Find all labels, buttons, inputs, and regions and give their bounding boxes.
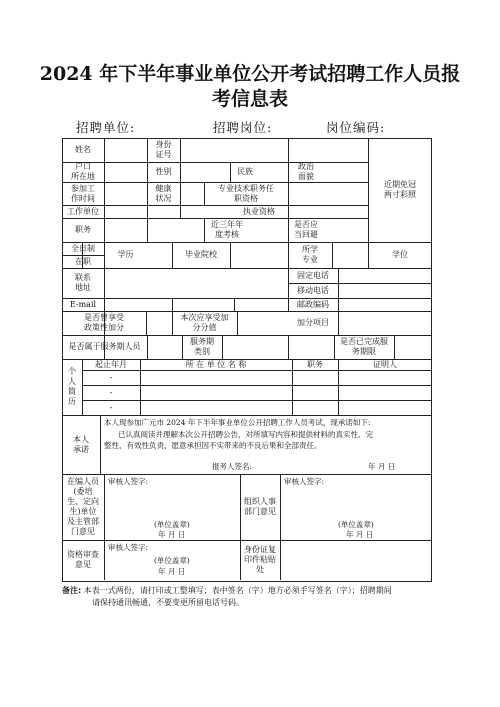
label-major: 所学 专业 xyxy=(302,245,318,264)
label-avoidance: 是否应 当回避 xyxy=(294,220,318,239)
label-bonus-item: 加分项目 xyxy=(297,318,329,327)
resume-row-dash: - xyxy=(109,372,113,382)
col-line xyxy=(104,474,105,580)
label-political-status: 政治 面貌 xyxy=(298,162,314,181)
pledge-line-1: 本人现参加广元市 2024 年下半年事业单位公开招聘工作人员考试，现承诺如下: xyxy=(104,418,371,427)
date-2: 年 月 日 xyxy=(346,530,374,539)
label-id-copy: 身份证复 印件粘贴 处 xyxy=(244,545,276,574)
title-line-1: 2024 年下半年事业单位公开考试招聘工作人员报 xyxy=(39,63,461,85)
reviewer-sign-2: 审核人签字: xyxy=(284,477,325,486)
col-line xyxy=(146,311,147,335)
row-line xyxy=(62,298,432,299)
col-line xyxy=(394,335,395,359)
label-education: 学历 xyxy=(117,250,134,259)
label-school: 毕业院校 xyxy=(185,250,217,259)
label-policy-bonus: 是否曾享受 政策性加分 xyxy=(84,313,124,332)
label-position: 职务 xyxy=(75,225,91,234)
col-line xyxy=(237,311,238,335)
registration-form-table xyxy=(62,138,432,582)
resume-row-dash: - xyxy=(109,402,113,412)
col-line xyxy=(332,242,333,268)
label-service-type: 服务期 类别 xyxy=(190,337,214,356)
label-bonus-value: 本次应享受加 分分值 xyxy=(180,313,229,332)
label-post-code: 岗位编码: xyxy=(326,120,386,135)
label-mobile: 移动电话 xyxy=(297,285,329,295)
label-gender: 性别 xyxy=(155,167,172,176)
label-service-period-member: 是否属于服务期人员 xyxy=(68,342,141,351)
label-unit-opinion: 在编人员 (委培 生、定向 生)单位 及主管部 门意见 xyxy=(67,477,99,536)
label-zipcode: 邮政编码 xyxy=(297,299,329,309)
label-hukou: 户口 所在地 xyxy=(71,162,95,181)
date-1: 年 月 日 xyxy=(158,530,186,539)
resume-header-period: 起止年月 xyxy=(95,359,127,369)
note-line-2: 请保持通讯畅通，不要变更所留电话号码。 xyxy=(92,598,244,607)
col-line xyxy=(100,415,101,474)
resume-header-unit: 所 在 单 位 名 称 xyxy=(185,359,247,369)
reviewer-sign-3: 审核人签字: xyxy=(108,543,149,552)
resume-header-duty: 职务 xyxy=(307,359,323,369)
row-line xyxy=(62,415,432,416)
col-line xyxy=(147,335,148,359)
col-line xyxy=(180,138,181,218)
col-line xyxy=(230,242,231,268)
title-line-2: 考信息表 xyxy=(211,88,288,110)
label-work-unit: 工作单位 xyxy=(67,206,99,216)
col-line xyxy=(222,335,223,359)
label-practice-qualification: 执业资格 xyxy=(243,206,275,216)
resume-row-dash: - xyxy=(109,387,113,397)
pledge-line-2: 已认真阅读并理解本次公开招聘公告，对所填写内容和提供材料的真实性、完 xyxy=(118,430,373,439)
seal-2: (单位盖章) xyxy=(338,520,374,529)
label-fulltime: 全日制 xyxy=(71,243,95,253)
col-line xyxy=(288,335,289,359)
label-landline: 固定电话 xyxy=(297,270,329,280)
resume-header-witness: 证明人 xyxy=(373,359,397,369)
pledge-signer: 报考人签名: xyxy=(212,462,253,471)
label-recruit-post: 招聘岗位: xyxy=(213,120,273,135)
label-pledge: 本人 承诺 xyxy=(73,434,89,454)
note-label: 备注: xyxy=(62,586,82,595)
label-service-completed: 是否已完成服 务期限 xyxy=(340,337,388,356)
label-health: 健康 状况 xyxy=(155,183,172,203)
seal-3: (单位盖章) xyxy=(154,556,190,565)
label-name: 姓名 xyxy=(75,145,91,154)
pledge-line-3: 整性、有效性负责，愿意承担因不实带来的不良后果和全部责任。 xyxy=(104,441,322,450)
label-email: E-mail xyxy=(69,299,97,309)
col-line xyxy=(338,311,339,335)
col-line xyxy=(280,474,281,580)
label-address: 联系 地址 xyxy=(75,273,91,292)
label-title-qualification: 专业技术职务任 职资格 xyxy=(218,183,274,203)
photo-box: 近期免冠 两寸彩照 xyxy=(384,180,416,199)
row-line xyxy=(62,268,432,269)
label-resume: 个 人 简 历 xyxy=(68,367,76,406)
col-line xyxy=(234,298,235,311)
footnote xyxy=(62,585,432,609)
form-title xyxy=(0,62,500,112)
label-id-number: 身份 证号 xyxy=(155,140,172,159)
label-recruit-unit: 招聘单位: xyxy=(76,120,136,135)
label-qualification-review: 资格审查 意见 xyxy=(67,550,99,569)
date-3: 年 月 日 xyxy=(158,567,186,576)
label-hr-opinion: 组织人事 部门意见 xyxy=(244,497,276,516)
row-line xyxy=(62,205,368,206)
note-line-1: 本表一式两份，请打印或工整填写；表中签名（字）地方必须手写签名（字）；招聘期间 xyxy=(83,586,392,595)
label-work-start: 参加工 作时间 xyxy=(71,183,95,203)
label-degree: 学位 xyxy=(392,250,408,259)
pledge-date: 年 月 日 xyxy=(368,462,396,471)
label-ethnicity: 民族 xyxy=(237,167,253,176)
col-line xyxy=(338,268,339,311)
label-in-service: 在职 xyxy=(75,256,91,266)
label-annual-review: 近三年年 度考核 xyxy=(211,220,243,239)
reviewer-sign-1: 审核人签字: xyxy=(108,477,149,486)
seal-1: (单位盖章) xyxy=(154,520,190,529)
